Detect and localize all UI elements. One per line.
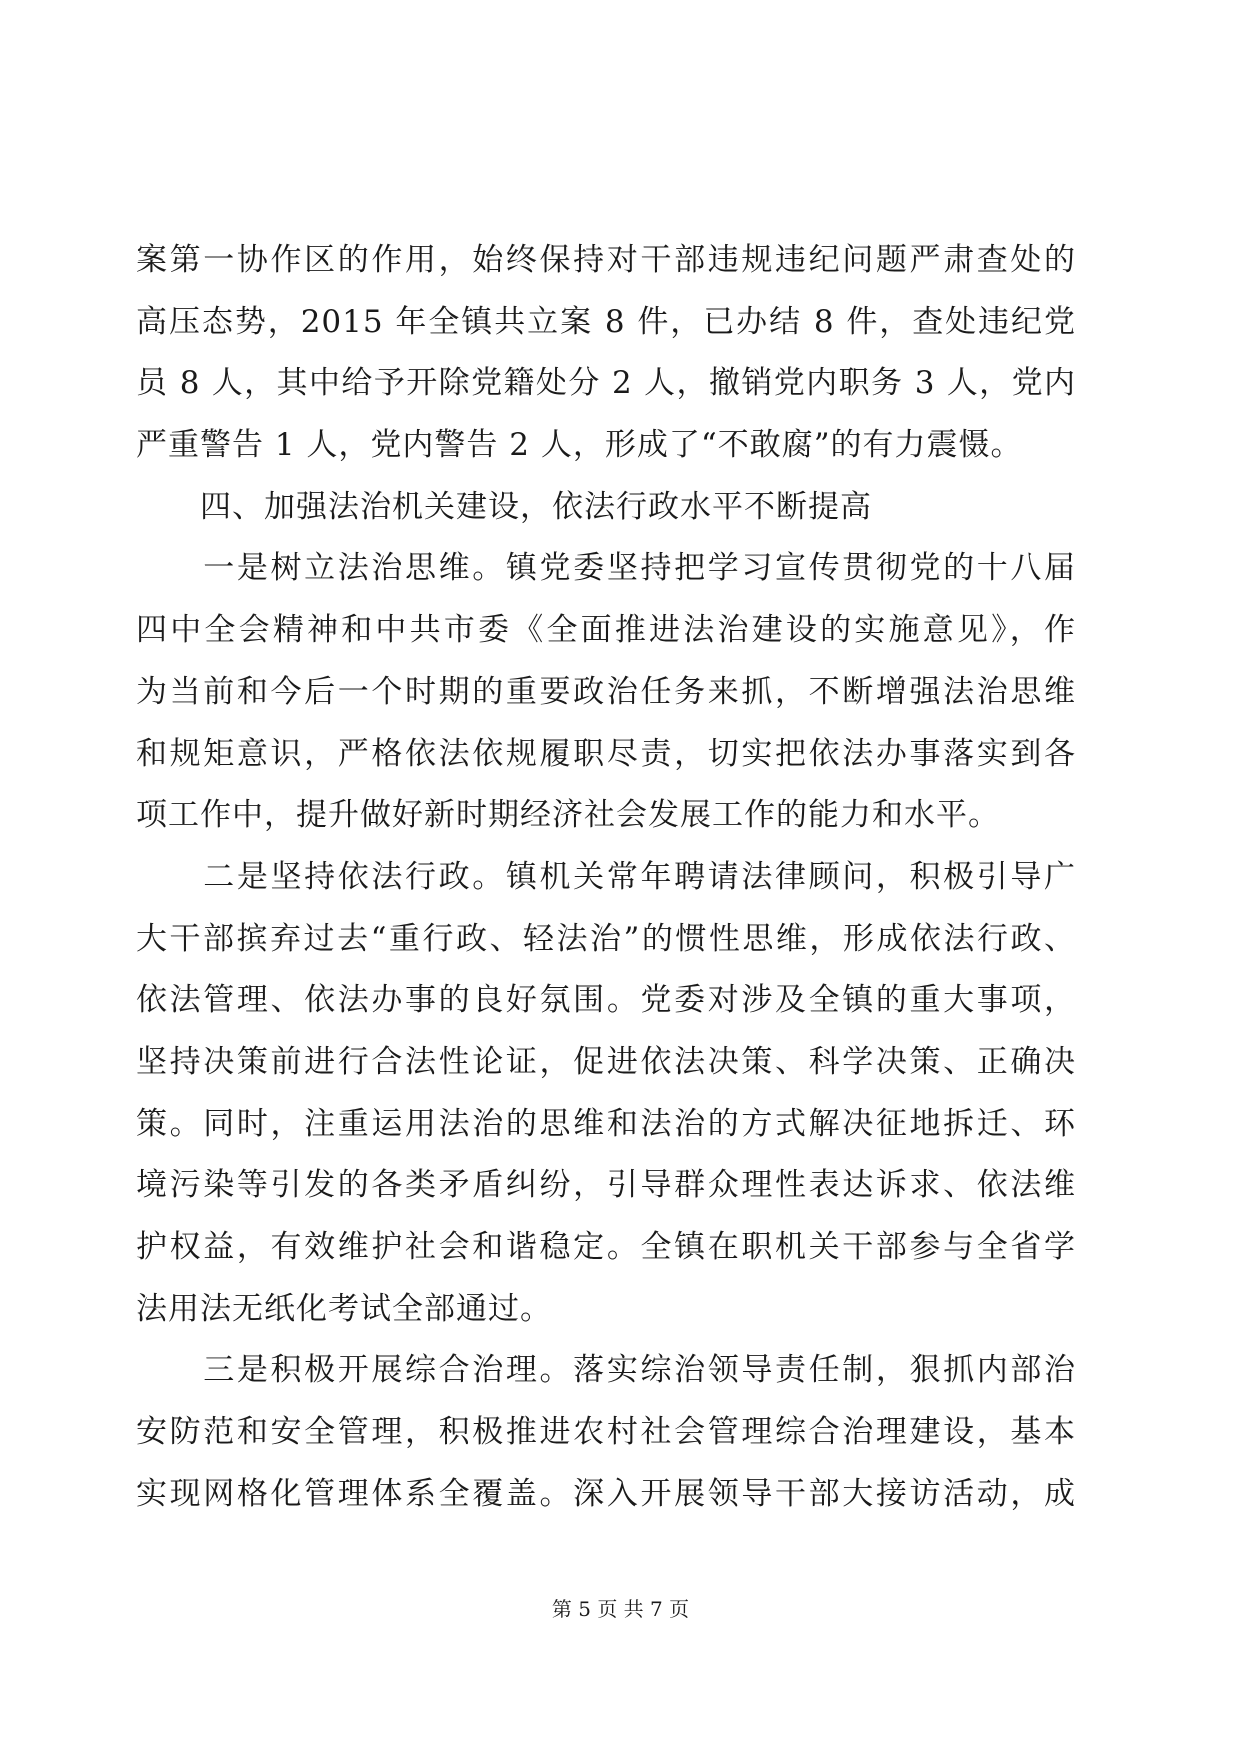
text-line-19: 三是积极开展综合治理。落实综治领导责任制，狠抓内部治 <box>136 1352 1076 1389</box>
text-line-10: 项工作中，提升做好新时期经济社会发展工作的能力和水平。 <box>136 797 1000 834</box>
text-line-14: 坚持决策前进行合法性论证，促进依法决策、科学决策、正确决 <box>136 1043 1076 1080</box>
text-line-4: 严重警告 1 人，党内警告 2 人，形成了“不敢腐”的有力震慑。 <box>136 427 1023 464</box>
text-line-6: 一是树立法治思维。镇党委坚持把学习宣传贯彻党的十八届 <box>136 550 1076 587</box>
text-line-18: 法用法无纸化考试全部通过。 <box>136 1290 552 1327</box>
text-line-8: 为当前和今后一个时期的重要政治任务来抓，不断增强法治思维 <box>136 673 1076 710</box>
text-line-1: 案第一协作区的作用，始终保持对干部违规违纪问题严肃查处的 <box>136 242 1076 278</box>
text-line-11: 二是坚持依法行政。镇机关常年聘请法律顾问，积极引导广 <box>136 858 1076 895</box>
text-line-9: 和规矩意识，严格依法依规履职尽责，切实把依法办事落实到各 <box>136 735 1076 772</box>
text-line-17: 护权益，有效维护社会和谐稳定。全镇在职机关干部参与全省学 <box>136 1229 1076 1265</box>
section-heading: 四、加强法治机关建设，依法行政水平不断提高 <box>136 488 872 525</box>
text-line-7: 四中全会精神和中共市委《全面推进法治建设的实施意见》，作 <box>136 612 1076 649</box>
text-line-13: 依法管理、依法办事的良好氛围。党委对涉及全镇的重大事项， <box>136 982 1076 1019</box>
text-line-15: 策。同时，注重运用法治的思维和法治的方式解决征地拆迁、环 <box>136 1105 1076 1142</box>
document-body <box>136 230 1076 1525</box>
text-line-21: 实现网格化管理体系全覆盖。深入开展领导干部大接访活动，成 <box>136 1475 1076 1512</box>
text-line-16: 境污染等引发的各类矛盾纠纷，引导群众理性表达诉求、依法维 <box>136 1167 1076 1204</box>
text-line-2: 高压态势，2015 年全镇共立案 8 件，已办结 8 件，查处违纪党 <box>136 303 1076 340</box>
text-line-12: 大干部摈弃过去“重行政、轻法治”的惯性思维，形成依法行政、 <box>136 920 1076 957</box>
page-footer: 第 5 页 共 7 页 <box>551 1597 690 1621</box>
text-line-3: 员 8 人，其中给予开除党籍处分 2 人，撤销党内职务 3 人，党内 <box>136 365 1076 402</box>
text-line-20: 安防范和安全管理，积极推进农村社会管理综合治理建设，基本 <box>136 1414 1076 1451</box>
